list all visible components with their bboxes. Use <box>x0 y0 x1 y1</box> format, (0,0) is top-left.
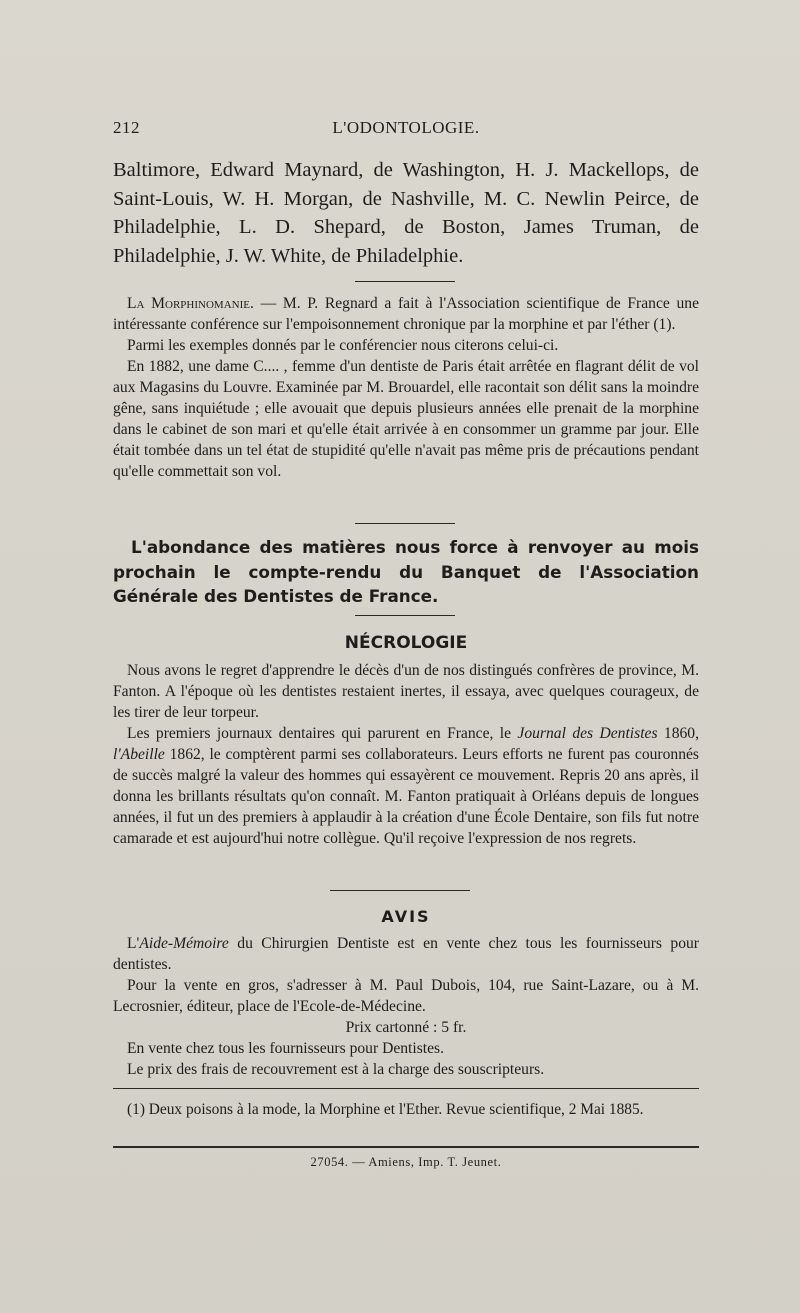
morphinomanie-section <box>113 293 699 482</box>
divider-4 <box>330 890 470 891</box>
footnote-rule <box>113 1088 699 1089</box>
divider-2 <box>355 523 455 524</box>
avis-paragraph-3: En vente chez tous les fournisseurs pour Dentistes. <box>127 1040 444 1057</box>
avis-price: Prix cartonné : 5 fr. <box>345 1019 467 1036</box>
morphinomanie-paragraph-1: — M. P. Regnard a fait à l'Association scientifique de France une intéressante conférence sur l'empoisonnement chronique par la morphine et par l'éther (1). <box>113 295 699 333</box>
avis-section <box>113 933 699 1080</box>
avis-paragraph-1: L'Aide-Mémoire du Chirurgien Dentiste est en vente chez tous les fournisseurs pour dentistes. <box>113 935 699 973</box>
aide-memoire-title: Aide-Mémoire <box>139 935 229 952</box>
necrologie-paragraph-2: Les premiers journaux dentaires qui parurent en France, le Journal des Dentistes 1860, l'Abeille 1862, le comptèrent parmi ses collaborateurs. Leurs efforts ne furent pas couronnés de succès malgré la valeur des hommes qui essayèrent ce mouvement. Repris 20 ans après, il donna les brillants résultats qu'on connaît. M. Fanton pratiquait à Orléans depuis de longues années, il fut un des premiers à applaudir à la création d'une École Dentaire, son fils fut notre camarade et est aujourd'hui notre collègue. Qu'il reçoive l'expression de nos regrets. <box>113 725 700 847</box>
running-title: L'ODONTOLOGIE. <box>332 118 480 137</box>
abeille: l'Abeille <box>113 746 165 763</box>
morphinomanie-paragraph-2: Parmi les exemples donnés par le conférencier nous citerons celui-ci. <box>127 337 559 354</box>
notice-paragraph: L'abondance des matières nous force à renvoyer au mois prochain le compte-rendu du Banquet de l'Association Générale des Dentistes de France. <box>113 537 699 606</box>
divider-3 <box>355 615 455 616</box>
necrologie-paragraph-1: Nous avons le regret d'apprendre le décès d'un de nos distingués confrères de province, M. Fanton. A l'époque où les dentistes restaient inertes, il essaya, avec quelques courageux, de les tirer de leur torpeur. <box>113 662 699 721</box>
morphinomanie-paragraph-3: En 1882, une dame C.... , femme d'un dentiste de Paris était arrêtée en flagrant délit de vol aux Magasins du Louvre. Examinée par M. Brouardel, elle racontait son délit sans la moindre gêne, sans inquiétude ; elle avouait que depuis plusieurs années elle prenait de la morphine dans le cabinet de son mari et qu'elle était arrivée à en consommer un gramme par jour. Elle était tombée dans un tel état de stupidité qu'elle n'avait pas même pris de précautions pendant qu'elle commettait son vol. <box>113 358 699 480</box>
intro-paragraph: Baltimore, Edward Maynard, de Washington, H. J. Mackellops, de Saint-Louis, W. H. Morgan, de Nashville, M. C. Newlin Peirce, de Philadelphie, L. D. Shepard, de Boston, James Truman, de Philadelphie, J. W. White, de Philadelphie. <box>113 159 699 267</box>
avis-paragraph-2: Pour la vente en gros, s'adresser à M. Paul Dubois, 104, rue Saint-Lazare, ou à M. Lecrosnier, éditeur, place de l'Ecole-de-Médecine. <box>113 977 699 1015</box>
morphinomanie-title: La Morphinomanie. <box>127 295 254 312</box>
imprint-rule <box>113 1146 699 1148</box>
avis-title: AVIS <box>381 907 431 926</box>
necrologie-section <box>113 660 699 849</box>
necrologie-title: NÉCROLOGIE <box>344 633 468 653</box>
page-number: 212 <box>113 118 140 137</box>
printer-imprint: 27054. — Amiens, Imp. T. Jeunet. <box>310 1155 502 1169</box>
journal-des-dentistes: Journal des Dentistes <box>517 725 658 742</box>
page-header <box>113 118 699 140</box>
footnote: (1) Deux poisons à la mode, la Morphine et l'Ether. Revue scientifique, 2 Mai 1885. <box>127 1101 644 1118</box>
avis-paragraph-4: Le prix des frais de recouvrement est à la charge des souscripteurs. <box>127 1061 545 1078</box>
divider-1 <box>355 281 455 282</box>
